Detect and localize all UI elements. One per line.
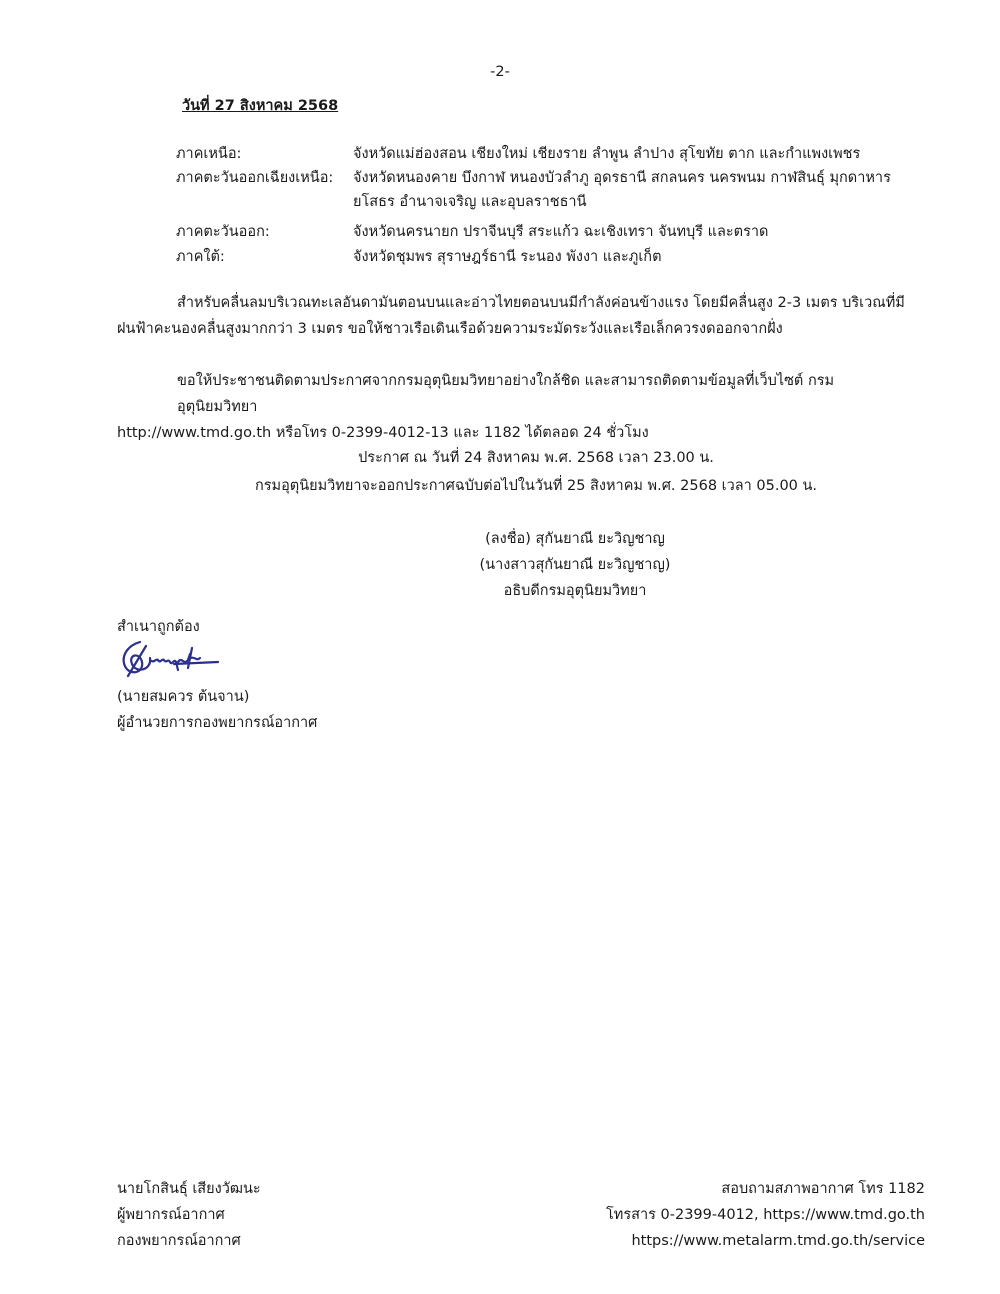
announcement-datetime: ประกาศ ณ วันที่ 24 สิงหาคม พ.ศ. 2568 เวลา 23.00 น. [358,450,714,466]
follow-updates-line-1: ขอให้ประชาชนติดตามประกาศจากกรมอุตุนิยมวิทยาอย่างใกล้ชิด และสามารถติดตามข้อมูลที่เว็บไซต์ กรมอุตุนิยมวิทยา [177,373,835,415]
handwritten-signature [118,636,222,680]
follow-updates-paragraph [117,368,907,446]
signatory-block [470,526,680,604]
signatory-name: (นางสาวสุกันยาณี ยะวิญชาญ) [479,557,671,573]
next-announcement: กรมอุตุนิยมวิทยาจะออกประกาศฉบับต่อไปในวันที่ 25 สิงหาคม พ.ศ. 2568 เวลา 05.00 น. [254,478,818,494]
certified-copy-label: สำเนาถูกต้อง [117,619,200,635]
footer-forecaster-name: นายโกสินธุ์ เสียงวัฒนะ [117,1181,261,1197]
wave-warning-line-2: ฝนฟ้าคะนองคลื่นสูงมากกว่า 3 เมตร ขอให้ชาวเรือเดินเรือด้วยความระมัดระวังและเรือเล็กควรงดออกจากฝั่ง [117,321,783,337]
footer-fax-website: โทรสาร 0-2399-4012, https://www.tmd.go.th [606,1207,925,1223]
certified-copy-block [117,684,317,736]
footer-contact [606,1176,925,1254]
region-label: ภาคตะวันออก: [176,224,270,240]
footer-forecaster [117,1176,261,1254]
signatory-position: อธิบดีกรมอุตุนิยมวิทยา [503,583,647,599]
footer-service-url: https://www.metalarm.tmd.go.th/service [631,1233,925,1249]
region-provinces: จังหวัดชุมพร สุราษฎร์ธานี ระนอง พังงา และภูเก็ต [353,249,662,265]
signatory-signed: (ลงชื่อ) สุกันยาณี ยะวิญชาญ [485,531,665,547]
region-label: ภาคตะวันออกเฉียงเหนือ: [176,170,334,186]
region-provinces: จังหวัดหนองคาย บึงกาฬ หนองบัวลำภู อุดรธานี สกลนคร นครพนม กาฬสินธุ์ มุกดาหาร ยโสธร อำนาจเจริญ และอุบลราชธานี [353,170,891,210]
page-number: -2- [490,64,510,80]
wave-warning-paragraph [117,290,907,342]
footer-forecaster-division: กองพยากรณ์อากาศ [117,1233,241,1249]
footer-inquiry-phone: สอบถามสภาพอากาศ โทร 1182 [721,1181,925,1197]
region-provinces: จังหวัดแม่ฮ่องสอน เชียงใหม่ เชียงราย ลำพูน ลำปาง สุโขทัย ตาก และกำแพงเพชร [353,146,861,162]
certified-copy-name: (นายสมควร ต้นจาน) [117,689,250,705]
follow-updates-line-2: http://www.tmd.go.th หรือโทร 0-2399-4012-13 และ 1182 ได้ตลอด 24 ชั่วโมง [117,425,649,441]
region-provinces: จังหวัดนครนายก ปราจีนบุรี สระแก้ว ฉะเชิงเทรา จันทบุรี และตราด [353,224,769,240]
certified-copy-position: ผู้อำนวยการกองพยากรณ์อากาศ [117,715,318,731]
date-heading: วันที่ 27 สิงหาคม 2568 [182,98,339,114]
wave-warning-line-1: สำหรับคลื่นลมบริเวณทะเลอันดามันตอนบนและอ่าวไทยตอนบนมีกำลังค่อนข้างแรง โดยมีคลื่นสูง 2-3 เมตร บริเวณที่มี [177,295,905,311]
region-label: ภาคใต้: [176,249,225,265]
footer-forecaster-title: ผู้พยากรณ์อากาศ [117,1207,225,1223]
region-label: ภาคเหนือ: [176,146,242,162]
